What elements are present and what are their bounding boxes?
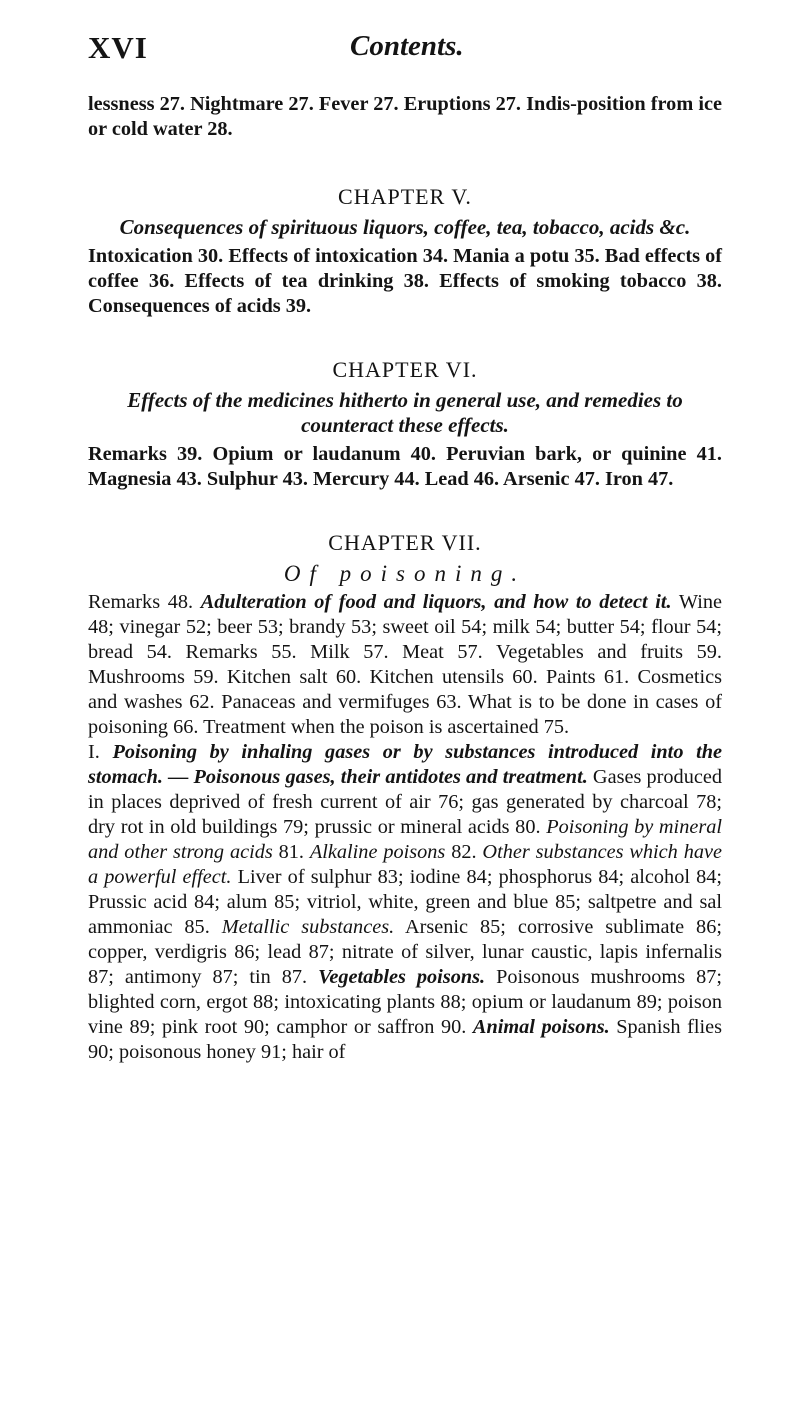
chapter-7-subtitle: Of poisoning. [283, 561, 527, 586]
running-title: Contents. [350, 30, 464, 62]
adulteration-entries: Wine 48; vinegar 52; beer 53; brandy 53; sweet oil 54; milk 54; butter 54; flour 54; bread 54. Remarks 55. Milk 57. Meat 57. Vegetables and fruits 59. Mushrooms 59. Kitchen salt 60. Kitchen utensils 60. Paints 61. Cosmetics and washes 62. Panaceas and vermifuges 63. What is to be done in cases of poisoning 66. Treatment when the poison is ascertained 75. [88, 591, 723, 738]
section-heading: Poisoning by inhaling gases or by substances introduced into the stomach. — Poisonous gases, their antidotes and treatment. [88, 741, 723, 788]
chapter-7-heading: CHAPTER VII. [328, 530, 482, 555]
running-head [88, 30, 724, 66]
chapter-7-paragraph-2 [88, 740, 722, 1065]
chapter-6-subtitle: Effects of the medicines hitherto in general use, and remedies to counteract these effects. [127, 388, 683, 437]
chapter-5-heading: CHAPTER V. [338, 184, 472, 209]
remarks-text: Remarks 48. [88, 591, 201, 613]
alkaline-heading: Alkaline poisons [309, 841, 446, 863]
metallic-heading: Metallic substances. [221, 916, 395, 938]
vegetable-entries: Poisonous mushrooms 87; blighted corn, ergot 88; intoxicating plants 88; opium or laudanum 89; poison vine 89; pink root 90; camphor or saffron 90. [88, 966, 722, 1038]
section-number: I. [88, 741, 113, 763]
chapter-5-subtitle: Consequences of spirituous liquors, coffee, tea, tobacco, acids &c. [119, 215, 691, 239]
chapter-6-heading: CHAPTER VI. [332, 357, 478, 382]
contents-text [88, 92, 722, 1065]
vegetable-heading: Vegetables poisons. [318, 966, 486, 988]
mineral-acids-heading: Poisoning by mineral and other strong acids [88, 816, 723, 863]
other-substances-entries: Liver of sulphur 83; iodine 84; phosphorus 84; alcohol 84; Prussic acid 84; alum 85; vitriol, white, green and blue 85; saltpetre and sal ammoniac 85. [88, 866, 723, 938]
chapter-7-paragraph-1 [88, 590, 722, 740]
gases-entries: Gases produced in places deprived of fresh current of air 76; gas generated by charcoal 78; dry rot in old buildings 79; prussic or mineral acids 80. [88, 766, 722, 838]
other-substances-heading: Other substances which have a powerful effect. [88, 841, 722, 888]
chapter-5-contents: Intoxication 30. Effects of intoxication 34. Mania a potu 35. Bad effects of coffee 36. Effects of tea drinking 38. Effects of smoking tobacco 38. Consequences of acids 39. [88, 245, 722, 317]
metallic-entries: Arsenic 85; corrosive sublimate 86; copper, verdigris 86; lead 87; nitrate of silver, lunar caustic, lapis infernalis 87; antimony 87; tin 87. [88, 916, 722, 988]
adulteration-heading: Adulteration of food and liquors, and how to detect it. [200, 591, 672, 613]
alkaline-entries: 82. [445, 841, 483, 863]
animal-entries: Spanish flies 90; poisonous honey 91; hair of [88, 1016, 722, 1063]
continuation-paragraph: lessness 27. Nightmare 27. Fever 27. Eruptions 27. Indis-position from ice or cold water 28. [88, 93, 722, 140]
mineral-acids-entries: 81. [272, 841, 310, 863]
page-number: XVI [88, 30, 148, 65]
chapter-6-contents: Remarks 39. Opium or laudanum 40. Peruvian bark, or quinine 41. Magnesia 43. Sulphur 43. Mercury 44. Lead 46. Arsenic 47. Iron 47. [88, 443, 722, 490]
animal-heading: Animal poisons. [472, 1016, 610, 1038]
